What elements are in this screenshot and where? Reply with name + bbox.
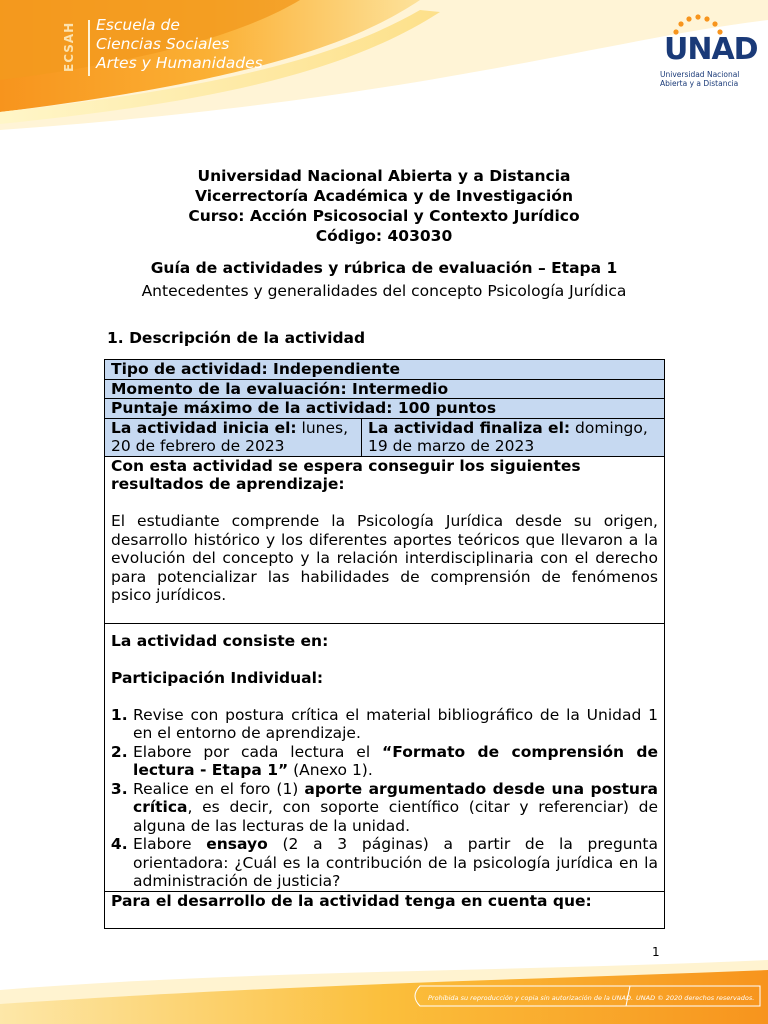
max-score: Puntaje máximo de la actividad: 100 puntos [105,399,665,419]
section-heading: 1. Descripción de la actividad [107,329,366,347]
school-line-2: Ciencias Sociales [96,35,230,53]
university-name: Universidad Nacional Abierta y a Distancia [197,167,571,185]
document-title-block [0,166,768,246]
start-date-label: La actividad inicia el: [111,418,297,437]
table-row [105,399,665,419]
learning-results-body: El estudiante comprende la Psicología Jurídica desde su origen, desarrollo histórico y los diferentes aportes teóricos que llevaron a la evolución del concepto y la relación interdisciplinaria con el derecho para potencializar las habilidades de comprensión de fenómenos psico jurídicos. [111,512,658,604]
learning-results-title: Con esta actividad se espera conseguir los siguientes resultados de aprendizaje: [111,456,581,493]
unad-wordmark: UNAD [664,32,758,67]
item-3-text: Realice en el foro (1) [133,779,305,798]
evaluation-moment: Momento de la evaluación: Intermedio [105,379,665,399]
list-item [133,835,658,891]
footer-decoration [0,960,768,1024]
individual-participation-title: Participación Individual: [111,668,324,687]
activity-description-cell [105,623,665,891]
activity-type: Tipo de actividad: Independiente [105,360,665,380]
end-date-cell [362,418,665,456]
item-1-text: Revise con postura crítica el material bibliográfico de la Unidad 1 en el entorno de aprendizaje. [133,705,658,742]
table-row [105,623,665,891]
item-4-emphasis: ensayo [206,835,268,853]
vicerrectoria-name: Vicerrectoría Académica y de Investigación [195,187,573,205]
guide-subtitle: Antecedentes y generalidades del concepto Psicología Jurídica [141,282,627,300]
table-row [105,360,665,380]
unad-logo [660,14,760,90]
list-item [133,706,658,743]
ecsah-logo [62,16,272,78]
table-row [105,891,665,928]
learning-results-cell [105,456,665,623]
course-code: Código: 403030 [315,227,453,245]
copyright-notice: Prohibida su reproducción y copia sin autorización de la UNAD. [428,994,634,1002]
course-name: Curso: Acción Psicosocial y Contexto Jurídico [188,207,580,225]
list-item [133,780,658,836]
start-date-value: lunes, 20 de febrero de 2023 [111,418,349,455]
end-date-value: domingo, 19 de marzo de 2023 [368,418,648,455]
end-date-label: La actividad finaliza el: [368,418,571,437]
activity-table [104,359,665,929]
ecsah-divider [88,20,90,76]
table-row [105,418,665,456]
ecsah-school-name [96,16,263,73]
item-3-emphasis: aporte argumentado desde una postura crítica [133,779,659,816]
item-2-annex: (Anexo 1). [288,761,373,779]
unad-subtitle [660,70,739,88]
guide-title: Guía de actividades y rúbrica de evaluación – Etapa 1 [150,259,618,277]
school-line-3: Artes y Humanidades [96,54,263,72]
table-row [105,379,665,399]
activity-list [111,706,658,891]
table-row [105,456,665,623]
unad-subtitle-line-1: Universidad Nacional [660,70,740,79]
unad-subtitle-line-2: Abierta y a Distancia [660,79,739,88]
school-line-1: Escuela de [96,16,180,34]
page-number: 1 [652,945,660,959]
ecsah-vertical-text: ECSAH [62,21,76,73]
list-item [133,743,658,780]
consider-title: Para el desarrollo de la actividad tenga en cuenta que: [105,891,665,928]
item-2-emphasis: “Formato de comprensión de lectura - Etapa 1” [133,742,658,779]
start-date-cell [105,418,362,456]
activity-consists-title: La actividad consiste en: [111,631,329,650]
item-2-text: Elabore por cada lectura el [133,742,383,761]
item-4-text: Elabore [133,835,207,853]
item-3-rest: , es decir, con soporte científico (citar y referenciar) de alguna de las lecturas de la unidad. [133,798,658,835]
item-4-rest: (2 a 3 páginas) a partir de la pregunta orientadora: ¿Cuál es la contribución de la psicología jurídica en la administración de justicia? [133,835,659,890]
rights-notice: UNAD © 2020 derechos reservados. [636,994,755,1002]
